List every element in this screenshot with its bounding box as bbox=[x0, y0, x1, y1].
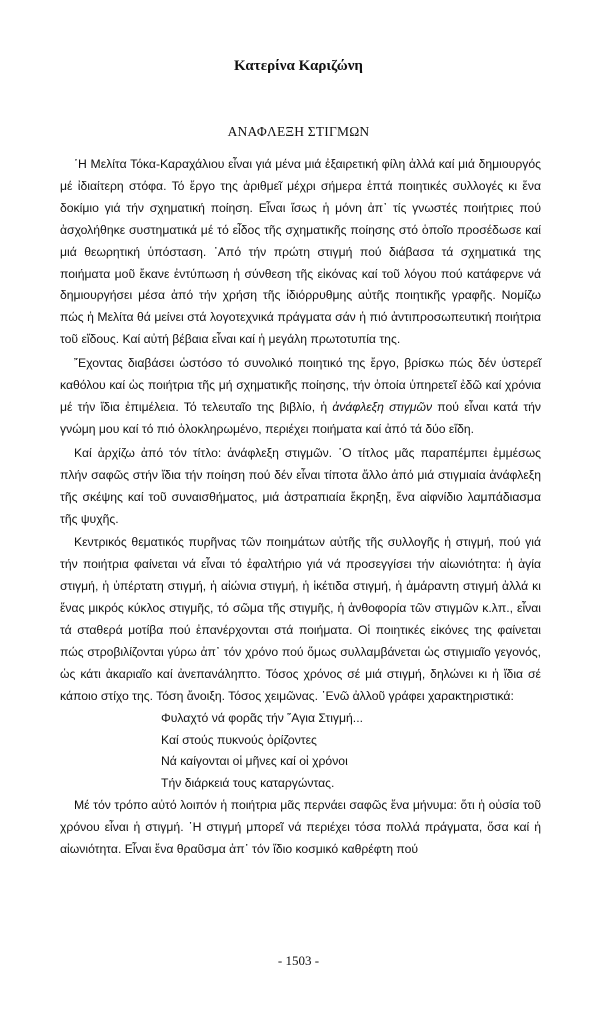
verse-line: Νά καίγονται οἱ μῆνες καί οἱ χρόνοι bbox=[161, 754, 348, 769]
paragraph-2 bbox=[60, 353, 541, 441]
book-title-italic: ἀνάφλεξη στιγμῶν bbox=[332, 399, 433, 414]
author-name: Κατερίνα Καριζώνη bbox=[234, 58, 363, 74]
verse-line: Φυλαχτό νά φορᾶς τήν ῞Αγια Στιγμή... bbox=[161, 710, 363, 725]
paragraph-5: Μέ τόν τρόπο αὐτό λοιπόν ἡ ποιήτρια μᾶς περνάει σαφῶς ἕνα μήνυμα: ὅτι ἡ οὐσία τοῦ χρόνου εἶναι ἡ στιγμή. ῾Η στιγμή μπορεῖ νά περιέχει τόσα πολλά πράγματα, ὅσα καί ἡ αἰωνιότητα. Εἶναι ἕνα θραῦσμα ἀπ᾿ τόν ἴδιο κοσμικό καθρέφτη πού bbox=[60, 798, 541, 857]
page-number: - 1503 - bbox=[277, 953, 320, 968]
article-title: ΑΝΑΦΛΕΞΗ ΣΤΙΓΜΩΝ bbox=[227, 124, 370, 139]
verse-quote bbox=[161, 708, 541, 796]
article-body bbox=[60, 154, 541, 861]
paragraph-3: Καί ἀρχίζω ἀπό τόν τίτλο: ἀνάφλεξη στιγμῶν. ῾Ο τίτλος μᾶς παραπέμπει ἐμμέσως πλήν σαφῶς στήν ἴδια τήν ποίηση πού δέν εἶναι τίποτα ἄλλο ἀπό μιά στιγμιαία ἀνάφλεξη τῆς σκέψης καί τοῦ συναισθήματος, μιά ἀστραπιαία ἔκρηξη, ἕνα αἰφνίδιο λαμπάδιασμα τῆς ψυχῆς. bbox=[60, 445, 541, 526]
paragraph-4: Κεντρικός θεματικός πυρῆνας τῶν ποιημάτων αὐτῆς τῆς συλλογῆς ἡ στιγμή, πού γιά τήν ποιήτρια φαίνεται νά εἶναι τό ἐφαλτήριο γιά νά προσεγγίσει τήν αἰωνιότητα: ἡ ἁγία στιγμή, ἡ ὑπέρτατη στιγμή, ἡ αἰώνια στιγμή, ἡ ἱκέτιδα στιγμή, ἡ ἀμάραντη στιγμή ἀλλά κι ἕνας μικρός κύκλος στιγμῆς, τό σῶμα τῆς στιγμῆς, ἡ ἀνθοφορία τῶν στιγμῶν κ.λπ., εἶναι τά σταθερά μοτίβα πού ἐπανέρχονται στά ποιήματα. Οἱ ποιητικές εἰκόνες της φαίνεται πώς στροβιλίζονται γύρω ἀπ᾿ τόν χρόνο πού ὅμως συλλαμβάνεται ὡς στιγμιαῖο γεγονός, ὡς κάτι ἀκαριαῖο καί ἀνεπανάληπτο. Τόσος χρόνος σέ μιά στιγμή, δηλώνει κι ἡ ἴδια σέ κάποιο στίχο της. Τόση ἄνοιξη. Τόσος χειμῶνας. ᾿Ενῶ ἀλλοῦ γράφει χαρακτηριστικά: bbox=[60, 535, 541, 703]
verse-line: Τήν διάρκειά τους καταργώντας. bbox=[161, 776, 335, 791]
paragraph-2-text-a: ῎Εχοντας διαβάσει ὡστόσο τό συνολικό ποιητικό της ἔργο, βρίσκω πώς δέν ὑστερεῖ καθόλου καί ὡς ποιήτρια τῆς μή σχηματικῆς ποίησης, τήν ὁποία ὑπηρετεῖ ἐδῶ καί χρόνια μέ τήν ἴδια ἐπιμέλεια. Τό τελευταῖο της βιβλίο, ἡ bbox=[60, 356, 541, 414]
paragraph-1: ῾Η Μελίτα Τόκα-Καραχάλιου εἶναι γιά μένα μιά ἐξαιρετική φίλη ἀλλά καί μιά δημιουργός μέ ἰδιαίτερη στόφα. Τό ἔργο της ἀριθμεῖ μέχρι σήμερα ἑπτά ποιητικές συλλογές κι ἕνα δοκίμιο γιά τήν σχηματική ποίηση. Εἶναι ἴσως ἡ μόνη ἀπ᾿ τίς γνωστές ποιήτριες πού ἀσχολήθηκε συστηματικά μέ τό εἶδος τῆς σχηματικῆς ποίησης στό ὁποῖο προσέδωσε καί μιά θεωρητική ὑπόσταση. ᾿Από τήν πρώτη στιγμή πού διάβασα τά σχηματικά της ποιήματα μοῦ ἔκανε ἐντύπωση ἡ σύνθεση τῆς εἰκόνας καί τοῦ λόγου πού κατάφερνε νά δημιουργήσει μέσα ἀπό τήν χρήση τῆς ἰδιόρρυθμης αὐτῆς ποιητικῆς γραφῆς. Νομίζω πώς ἡ Μελίτα θά μείνει στά λογοτεχνικά πράγματα σάν ἡ πιό ἀντιπροσωπευτική ποιήτρια τοῦ εἴδους. Καί αὐτή βέβαια εἶναι καί ἡ μεγάλη πρωτοτυπία της. bbox=[60, 157, 541, 347]
verse-line: Καί στούς πυκνούς ὁρίζοντες bbox=[161, 732, 317, 747]
paragraph-2-text-b: πού εἶναι κατά τήν γνώμη μου καί τό πιό ὁλοκληρωμένο, περιέχει ποιήματα καί ἀπό τά δύο εἴδη. bbox=[60, 399, 542, 436]
